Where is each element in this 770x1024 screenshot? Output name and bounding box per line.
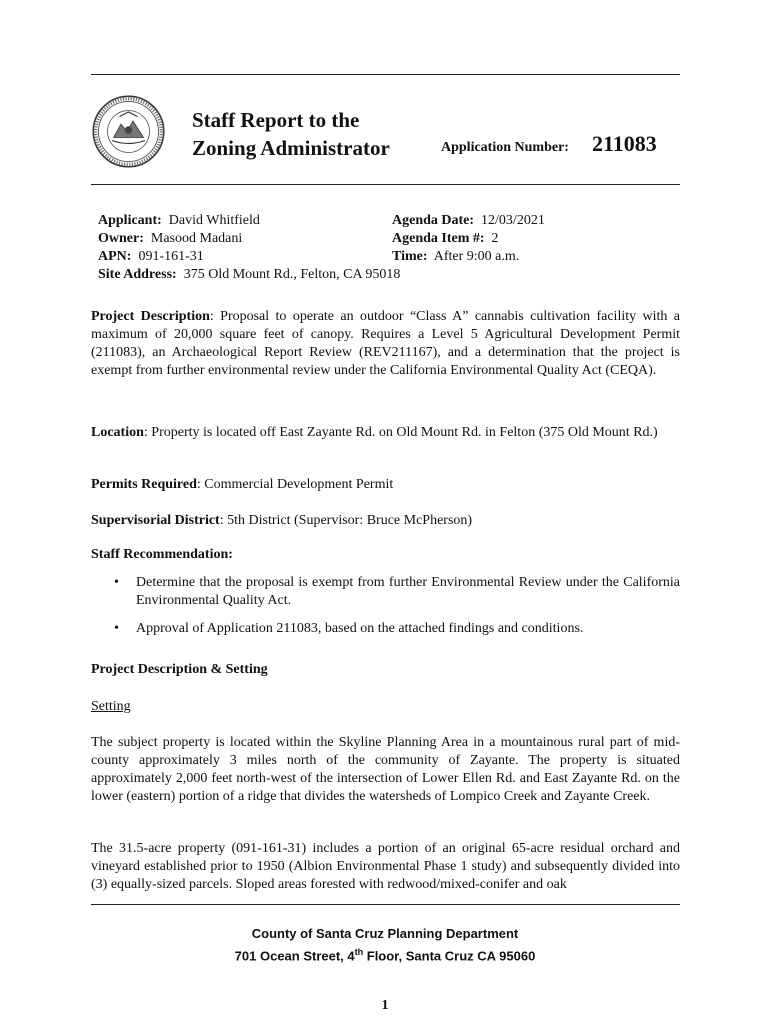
apn-row [98,248,204,266]
applicant-value: David Whitfield [168,213,260,228]
setting-subheading: Setting [91,699,131,714]
permits-text: : Commercial Development Permit [196,477,394,492]
footer-rule [91,904,680,905]
district-label: Supervisorial District [91,513,220,528]
header-rule [91,184,680,185]
supervisorial-district [91,512,680,530]
setting-paragraph-1: The subject property is located within the Skyline Planning Area in a mountainous rural part of mid-county approximately 3 miles north of the community of Zayante. The property is situated approximately 2,000 feet north-west of the intersection of Lower Ellen Rd. and East Zayante Rd. on the lower (eastern) portion of a ridge that divides the watersheds of Lompico Creek and Zayante Creek. [91,735,680,804]
site-address-row [98,266,400,284]
county-seal-icon [91,94,166,169]
top-rule [91,74,680,75]
list-item: • Approval of Application 211083, based on the attached findings and conditions. [114,621,584,636]
time-value: After 9:00 a.m. [433,249,520,264]
owner-value: Masood Madani [150,231,243,246]
recommendation-list [114,574,680,648]
location [91,424,680,442]
page-number: 1 [381,998,389,1013]
setting-paragraph-2: The 31.5-acre property (091-161-31) includes a portion of an original 65-acre residual orchard and vineyard established prior to 1950 (Albion Environmental Phase 1 study) and subsequently divided into (3) equally-sized parcels. Sloped areas forested with redwood/mixed-conifer and oak [91,841,680,892]
project-setting-heading: Project Description & Setting [91,662,268,677]
agenda-date-value: 12/03/2021 [481,213,545,228]
permits-label: Permits Required [91,477,197,492]
time-label: Time: [392,249,428,264]
apn-value: 091-161-31 [138,249,204,264]
permits-required [91,476,680,494]
footer-department: County of Santa Cruz Planning Department [251,926,519,941]
applicant-row [98,212,260,230]
project-description [91,308,680,380]
bullet-icon: • [114,575,119,590]
apn-label: APN: [98,249,132,264]
district-text: : 5th District (Supervisor: Bruce McPherson) [219,513,473,528]
bullet-icon: • [114,621,119,636]
location-label: Location [91,425,144,440]
footer-address: 701 Ocean Street, 4th Floor, Santa Cruz CA 95060 [234,947,536,964]
application-number-label: Application Number: [441,140,569,155]
agenda-date-label: Agenda Date: [392,213,475,228]
owner-label: Owner: [98,231,144,246]
site-address-value: 375 Old Mount Rd., Felton, CA 95018 [183,267,401,282]
list-item: • Determine that the proposal is exempt from further Environmental Review under the California Environmental Quality Act. [114,575,680,608]
agenda-item-label: Agenda Item #: [392,231,485,246]
agenda-date-row [392,212,545,230]
agenda-item-row [392,230,499,248]
application-number: 211083 [592,131,657,156]
time-row [392,248,519,266]
staff-recommendation-heading: Staff Recommendation: [91,547,233,562]
project-description-text: : Proposal to operate an outdoor “Class A” cannabis cultivation facility with a maximum of 20,000 square feet of canopy. Requires a Level 5 Agricultural Development Permit (211083), an Archaeological Report Review (REV211167), and a determination that the project is exempt from further environmental review under the California Environmental Quality Act (CEQA). [91,309,680,378]
agenda-item-value: 2 [491,231,499,246]
report-title-line2: Zoning Administrator [192,136,390,160]
project-description-label: Project Description [91,309,210,324]
report-title-line1: Staff Report to the [192,108,360,132]
location-text: : Property is located off East Zayante Rd. on Old Mount Rd. in Felton (375 Old Mount Rd.) [143,425,658,440]
applicant-label: Applicant: [98,213,162,228]
owner-row [98,230,242,248]
site-address-label: Site Address: [98,267,177,282]
